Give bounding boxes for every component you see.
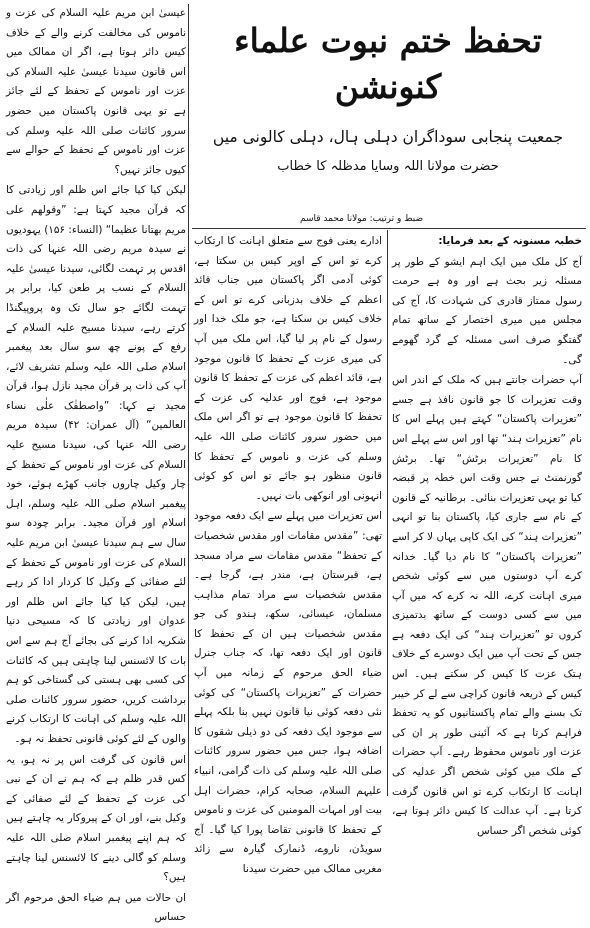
article-column-left	[6, 4, 186, 924]
article-subheadline: جمعیت پنجابی سوداگران دہلی ہال، دہلی کالونی میں	[212, 128, 564, 146]
column-paragraph: ان حالات میں ہم ضیاء الحق مرحوم اگر حساس	[6, 891, 186, 924]
column-paragraph: آج کل ملک میں ایک اہم ایشو کے طور پر مسئلہ زیر بحث ہے اور وہ ہے حرمت رسول ممتاز قادری کی شہادت کا، آج کی مجلس میں میری اختصار کے ساتھ تمام گفتگو صرف اسی مسئلہ کے گرد گھومے گی۔	[392, 255, 582, 366]
column-divider	[188, 4, 189, 796]
article-byline: ضبط و ترتیب: مولانا محمد قاسم	[300, 214, 424, 224]
column-paragraph: ادارے یعنی فوج سے متعلق اہانت کا ارتکاب کرے تو اس کے اوپر کیس بن سکتا ہے، کوئی آدمی اگر پاکستان میں جناب قائد اعظم کے خلاف بدزبانی کرے تو اس کے خلاف کیس بن سکتا ہے، جو ملک خدا اور رسول کے نام پر لیا گیا، اس ملک میں آپ کی میری عزت کے تحفظ کا قانون موجود ہے، قائد اعظم کی عزت کے تحفظ کا قانون موجود ہے، فوج اور عدلیہ کی عزت کے تحفظ کا قانون موجود ہے تو اگر اس ملک میں حضور سرور کائنات صلی اللہ علیہ وسلم کی عزت و ناموس کے تحفظ کا قانون منظور ہو جائے تو اس کو کوئی انہونی اور انوکھی بات نہیں۔	[194, 235, 382, 502]
column-paragraph: لیکن کیا کیا جائے اس ظلم اور زیادتی کا کہ قرآن مجید کہتا ہے: ”وقولھم علی مریم بھتانا عظیما“ (النساء: ۱۵۶) یہودیوں نے سیدہ مریم رضی اللہ عنہا کی ذات اقدس پر تہمت لگائی، سیدنا عیسیٰ علیہ السلام کے نسب پر طعن کیا، برابر پر تہمت لگائے جو سال تک وہ پروپیگنڈا کرتے رہے، سیدنا مسیح علیہ السلام کے رفع کے پونے چھ سو سال بعد پیغمبر اسلام صلی اللہ علیہ وسلم تشریف لائے، آپ کی ذات پر قرآن مجید نازل ہوا، قرآن مجید نے کہا: ”واصطفٰک علٰی نساء العالمین“ (آل عمران: ۴۲) سیدہ مریم رضی اللہ عنہا کی، سیدنا مسیح علیہ السلام کی عزت اور ناموس کے تحفظ کے چار وکیل چاروں جانب کھڑے ہوئے، خود پیغمبر اسلام صلی اللہ علیہ وسلم، اہل اسلام اور قرآن مجید۔ برابر چودہ سو سال سے ہم سیدنا عیسیٰ ابن مریم علیہ السلام کی عزت اور ناموس کے تحفظ کے لئے صفائی کے وکیل کا کردار ادا کر رہے ہیں، لیکن کیا کیا جائے اس ظلم اور عدوان اور زیادتی کا کہ مسیحی دنیا شکریہ ادا کرنے کی بجائے آج ہم سے اس بات کا لائسنس لینا چاہتی ہیں کہ کائنات کی کسی بھی ہستی کی گستاخی کو ہم برداشت کریں، حضور سرور کائنات صلی اللہ علیہ وسلم کی اہانت کا ارتکاب کرنے والوں کے لئے کوئی قانونی تحفظ نہ ہو۔	[6, 184, 186, 745]
byline-row	[192, 210, 584, 228]
column-divider	[387, 230, 388, 796]
article-column-right	[392, 232, 582, 837]
article-header	[192, 2, 584, 212]
article-column-middle	[194, 232, 382, 875]
column-paragraph: اس تعزیرات میں پہلے سے ایک دفعہ موجود تھی: ”مقدس مقامات اور مقدس شخصیات کے تحفظ“ مقدس مقامات سے مراد مسجد ہے، قبرستان ہے، مندر ہے، گرجا ہے۔ مقدس شخصیات سے مراد تمام مذاہب مسلمان، عیسائی، سکھ، ہندو کی جو مقدس شخصیات ہیں ان کے تحفظ کا قانون اور ایک دفعہ تھا، کہ جناب جنرل ضیاء الحق مرحوم کے زمانہ میں آپ حضرات کے ”تعزیرات پاکستان“ کی کوئی نئی دفعہ کوئی نیا قانون نہیں بنا بلکہ پہلے سے موجود ایک دفعہ کی دو ذیلی شقوں کا اضافہ ہوا، جس میں حضور سرور کائنات صلی اللہ علیہ وسلم کی ذات گرامی، انبیاء علیہم السلام، صحابہ کرام، حضرات اہل بیت اور امہات المومنین کی عزت و ناموس کے تحفظ کا قانونی تقاضا پورا کیا گیا۔ آج سویڈن، ناروے، ڈنمارک گیارہ سے زائد مغربی ممالک میں حضرت سیدنا	[194, 510, 382, 875]
article-opening: خطبہ مسنونہ کے بعد فرمایا:	[438, 235, 582, 247]
column-paragraph: اس قانون کی گرفت اس پر نہ ہو، یہ کس قدر ظلم ہے کہ ہم نے ان کے نبی کی عزت کے تحفظ کے لئے صفائی کے وکیل بنے، اور ان کے پیروکار یہ چاہتے ہیں کہ ہم اپنے پیغمبر اسلام صلی اللہ علیہ وسلم کو گالی دینے کا لائسنس لینا چاہتے ہیں؟	[6, 753, 186, 884]
header-divider	[192, 228, 586, 229]
article-headline: تحفظ ختم نبوت علماء کنونشن	[234, 21, 542, 106]
article-speaker: حضرت مولانا اللہ وسایا مدظلہ کا خطاب	[277, 159, 499, 174]
column-paragraph: عیسیٰ ابن مریم علیہ السلام کی عزت و ناموس کی مخالفت کرنے والے کے خلاف کیس دائر ہوتا ہے، اگر ان ممالک میں اس قانون سیدنا عیسیٰ علیہ السلام کی عزت اور ناموس کے تحفظ کے لئے جائز ہے تو یہی قانون پاکستان میں حضور سرور کائنات صلی اللہ علیہ وسلم کی عزت اور ناموس کے تحفظ کے حوالے سے کیوں جائز نہیں؟	[6, 7, 186, 176]
column-paragraph: آپ حضرات جانتے ہیں کہ ملک کے اندر اس وقت تعزیرات کا جو قانون نافذ ہے جسے ”تعزیرات پاکستان“ کہتے ہیں پہلے اس کا نام ”تعزیرات ہند“ تھا اور اس سے پہلے اس کا نام ”تعزیرات برٹش“ تھا۔ برٹش گورنمنٹ نے جس وقت اس خطہ پر قبضہ کیا تو یہی تعزیرات بنائی۔ برطانیہ کے قانون کے نام سے جاری کیا، پاکستان بنا تو انہی ”تعزیرات ہند“ کی ایک کاپی یہاں لا کر اسے ”تعزیرات پاکستان“ کا نام دیا گیا۔ خدانہ کرے آپ دوستوں میں سے کوئی شخص میری اہانت کرے، اللہ نہ کرے کہ میں آپ میں سے کسی دوست کے ساتھ بدتمیزی کروں تو ”تعزیرات ہند“ کی ایک دفعہ ہے جس کے تحت آپ میں ایک دوسرے کے خلاف ہتک عزت کا کیس کر سکتے ہیں۔ اس کیس کے ذریعہ قانون کراچی سے لے کر خیبر تک بسنے والے تمام پاکستانیوں کو یہ تحفظ فراہم کرتا ہے کہ آئینی طور پر ان کی عزت اور ناموس محفوظ رہے۔ آپ حضرات کے ملک میں کوئی شخص اگر عدلیہ کی اہانت کا ارتکاب کرے تو اس قانون گرفت کرتا ہے۔ آپ عدالت کا کیس دائر ہوتا ہے، کوئی شخص اگر حساس	[392, 374, 582, 837]
